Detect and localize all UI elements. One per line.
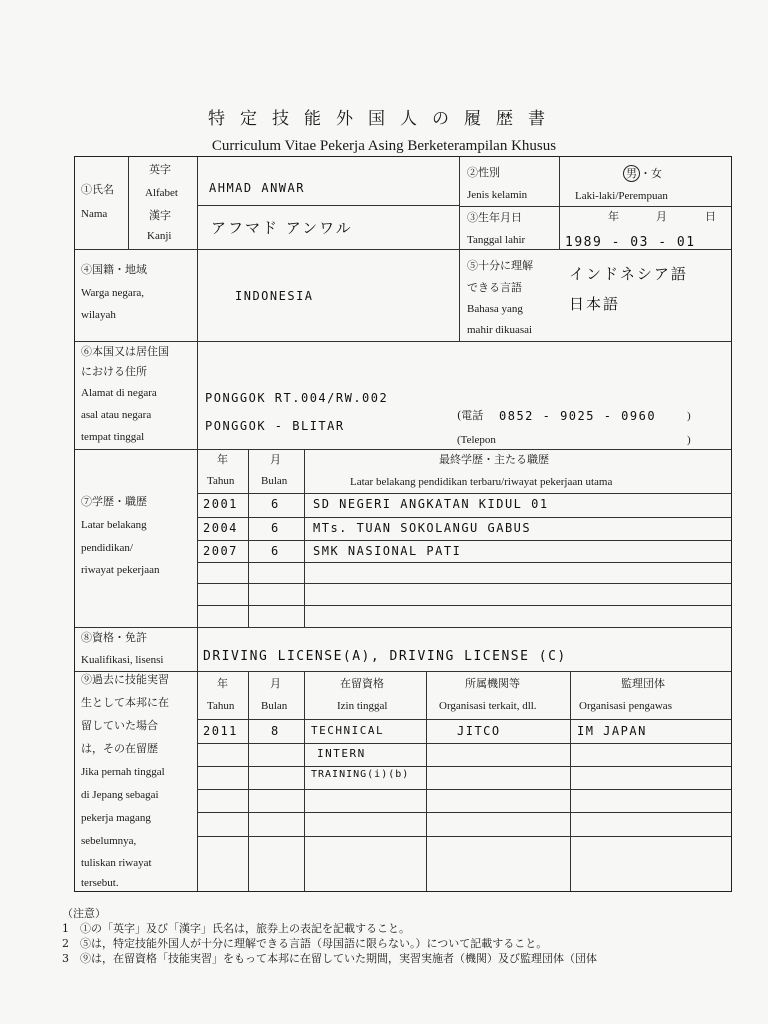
phone-close: ) xyxy=(687,410,691,422)
past-stay-label-8: sebelumnya, xyxy=(81,835,137,847)
birth-label-id: Tanggal lahir xyxy=(467,234,526,246)
note-item-1: 1 ①の「英字」及び「漢字」氏名は，旅券上の表記を記載すること。 xyxy=(62,922,410,935)
alphabet-label-id: Alfabet xyxy=(145,187,178,199)
past-stay-label-9: tuliskan riwayat xyxy=(81,857,152,869)
rule xyxy=(75,449,731,450)
past-row-2-status: INTERN xyxy=(317,747,366,760)
education-row-2-month: 6 xyxy=(271,521,280,535)
nationality-label-jp: ④国籍・地域 xyxy=(81,263,147,276)
name-label-jp: ①氏名 xyxy=(81,183,114,196)
past-stay-label-4: は，その在留歴 xyxy=(81,742,158,755)
rule xyxy=(197,517,731,518)
education-desc-header-jp: 最終学歴・主たる職歴 xyxy=(439,453,549,466)
rule xyxy=(197,205,459,206)
rule xyxy=(197,812,731,813)
past-month-header-id: Bulan xyxy=(261,700,288,712)
past-stay-label-1: ⑨過去に技能実習 xyxy=(81,673,169,686)
past-row-1-status: TECHNICAL xyxy=(311,724,385,737)
education-desc-header-id: Latar belakang pendidikan terbaru/riwayat pekerjaan utama xyxy=(350,476,613,488)
rule xyxy=(197,836,731,837)
past-row-3-status: TRAINING(i)(b) xyxy=(311,769,410,780)
education-label-jp: ⑦学歴・職歴 xyxy=(81,495,147,508)
address-label-id-2: asal atau negara xyxy=(81,409,152,421)
rule xyxy=(75,627,731,628)
cv-form xyxy=(74,156,732,892)
rule xyxy=(459,206,731,207)
past-row-1-sup: IM JAPAN xyxy=(577,724,647,738)
birth-date-value: 1989 - 03 - 01 xyxy=(565,235,696,250)
license-label-jp: ⑧資格・免許 xyxy=(81,631,147,644)
form-title-japanese: 特定技能外国人の履歴書 xyxy=(208,109,560,129)
education-month-header-jp: 月 xyxy=(270,453,281,466)
rule xyxy=(248,671,249,891)
name-kanji-value: アフマド アンワル xyxy=(211,219,353,237)
rule xyxy=(197,562,731,563)
past-status-header-id: Izin tinggal xyxy=(337,700,388,712)
rule xyxy=(128,157,129,249)
rule xyxy=(197,766,731,767)
license-value: DRIVING LICENSE(A), DRIVING LICENSE (C) xyxy=(203,649,567,664)
gender-options-jp xyxy=(623,165,662,182)
address-line-2: PONGGOK - BLITAR xyxy=(205,419,345,433)
birth-label-jp: ③生年月日 xyxy=(467,211,522,224)
address-line-1: PONGGOK RT.004/RW.002 xyxy=(205,391,389,405)
rule xyxy=(197,743,731,744)
form-title-indonesian: Curriculum Vitae Pekerja Asing Berketerampilan Khusus xyxy=(211,138,557,154)
birth-year-label: 年 xyxy=(608,210,619,223)
rule xyxy=(197,583,731,584)
past-stay-label-10: tersebut. xyxy=(81,877,119,889)
note-item-3: 3 ⑨は，在留資格「技能実習」をもって本邦に在留していた期間，実習実施者（機関）及び監理団体（団体 xyxy=(62,952,597,965)
rule xyxy=(197,789,731,790)
education-month-header-id: Bulan xyxy=(261,475,288,487)
phone-close-2: ) xyxy=(687,434,691,446)
education-label-id-3: riwayat pekerjaan xyxy=(81,564,160,576)
education-row-2-desc: MTs. TUAN SOKOLANGU GABUS xyxy=(313,521,532,535)
rule xyxy=(426,671,427,891)
rule xyxy=(197,157,198,891)
rule xyxy=(197,540,731,541)
education-row-3-month: 6 xyxy=(271,544,280,558)
language-value-2: 日本語 xyxy=(569,295,621,313)
language-label-jp-2: できる言語 xyxy=(467,281,522,294)
name-alphabet-value: AHMAD ANWAR xyxy=(209,181,305,195)
birth-day-label: 日 xyxy=(705,210,716,223)
past-status-header-jp: 在留資格 xyxy=(340,677,384,690)
gender-label-id: Jenis kelamin xyxy=(467,189,528,201)
past-row-1-month: 8 xyxy=(271,724,280,738)
past-stay-label-2: 生として本邦に在 xyxy=(81,696,169,709)
phone-label-jp: (電話 xyxy=(457,409,484,422)
education-row-1-desc: SD NEGERI ANGKATAN KIDUL 01 xyxy=(313,497,549,511)
gender-options-id: Laki-laki/Perempuan xyxy=(575,190,668,202)
education-year-header-jp: 年 xyxy=(217,453,228,466)
education-row-1-year: 2001 xyxy=(203,497,238,511)
education-label-id-2: pendidikan/ xyxy=(81,542,133,554)
past-sup-header-jp: 監理団体 xyxy=(621,677,665,690)
education-row-1-month: 6 xyxy=(271,497,280,511)
note-item-2: 2 ⑤は，特定技能外国人が十分に理解できる言語（母国語に限らない。）について記載すること。 xyxy=(62,937,548,950)
education-row-2-year: 2004 xyxy=(203,521,238,535)
notes-section xyxy=(62,906,597,966)
past-stay-label-7: pekerja magang xyxy=(81,812,151,824)
rule xyxy=(570,671,571,891)
gender-male-selected: 男 xyxy=(623,165,640,182)
rule xyxy=(75,341,731,342)
education-year-header-id: Tahun xyxy=(207,475,235,487)
past-stay-label-5: Jika pernah tinggal xyxy=(81,766,165,778)
birth-month-label: 月 xyxy=(656,210,667,223)
nationality-label-id-1: Warga negara, xyxy=(81,287,145,299)
phone-label-id: (Telepon xyxy=(457,434,496,446)
rule xyxy=(75,671,731,672)
address-label-id-1: Alamat di negara xyxy=(81,387,157,399)
rule xyxy=(197,605,731,606)
past-sup-header-id: Organisasi pengawas xyxy=(579,700,672,712)
nationality-value: INDONESIA xyxy=(235,289,314,303)
past-stay-label-6: di Jepang sebagai xyxy=(81,789,159,801)
past-row-1-org: JITCO xyxy=(457,724,501,738)
phone-value: 0852 - 9025 - 0960 xyxy=(499,409,657,423)
alphabet-label-jp: 英字 xyxy=(149,163,171,176)
gender-label-jp: ②性別 xyxy=(467,166,500,179)
kanji-label-jp: 漢字 xyxy=(149,209,171,222)
nationality-label-id-2: wilayah xyxy=(81,309,116,321)
rule xyxy=(459,157,460,341)
license-label-id: Kualifikasi, lisensi xyxy=(81,654,164,666)
past-month-header-jp: 月 xyxy=(270,677,281,690)
education-row-3-desc: SMK NASIONAL PATI xyxy=(313,544,462,558)
rule xyxy=(197,493,731,494)
education-row-3-year: 2007 xyxy=(203,544,238,558)
rule xyxy=(197,719,731,720)
kanji-label-id: Kanji xyxy=(147,230,172,242)
education-label-id-1: Latar belakang xyxy=(81,519,147,531)
gender-female: 女 xyxy=(651,167,662,180)
past-year-header-jp: 年 xyxy=(217,677,228,690)
language-label-jp-1: ⑤十分に理解 xyxy=(467,259,533,272)
past-org-header-id: Organisasi terkait, dll. xyxy=(439,700,537,712)
rule xyxy=(304,671,305,891)
gender-separator: ・ xyxy=(640,167,651,180)
name-label-id: Nama xyxy=(81,208,108,220)
past-row-1-year: 2011 xyxy=(203,724,238,738)
address-label-jp-1: ⑥本国又は居住国 xyxy=(81,345,169,358)
rule xyxy=(248,449,249,627)
rule xyxy=(559,157,560,249)
language-label-id-1: Bahasa yang xyxy=(467,303,523,315)
past-org-header-jp: 所属機関等 xyxy=(465,677,520,690)
language-value-1: インドネシア語 xyxy=(569,265,688,283)
address-label-jp-2: における住所 xyxy=(81,365,147,378)
notes-heading: （注意） xyxy=(62,907,106,920)
past-year-header-id: Tahun xyxy=(207,700,235,712)
address-label-id-3: tempat tinggal xyxy=(81,431,145,443)
rule xyxy=(304,449,305,627)
past-stay-label-3: 留していた場合 xyxy=(81,719,158,732)
language-label-id-2: mahir dikuasai xyxy=(467,324,533,336)
